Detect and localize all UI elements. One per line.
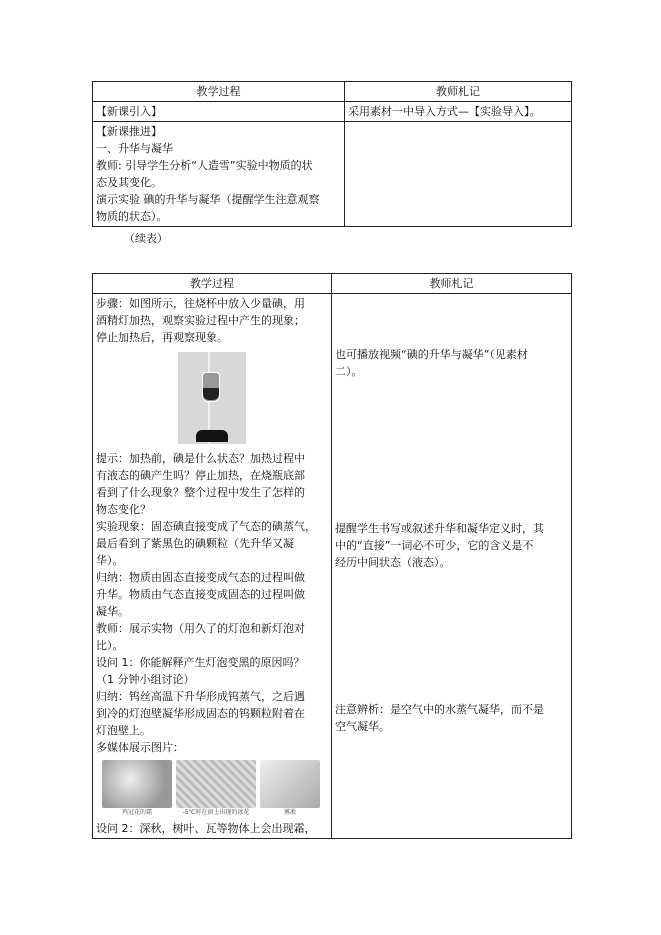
text-line: 最后看到了紫黑色的碘颗粒（先升华又凝 xyxy=(96,537,294,550)
process-cell xyxy=(93,294,332,839)
text-line: 停止加热后，再观察现象。 xyxy=(96,331,228,344)
header-process: 教学过程 xyxy=(93,274,332,294)
text-line: 教师：展示实物（用久了的灯泡和新灯泡对 xyxy=(96,622,305,635)
text-line: 升华。物质由气态直接变成固态的过程叫做 xyxy=(96,588,305,601)
text-line: 设问 2：深秋，树叶、瓦等物体上会出现霜， xyxy=(96,822,316,835)
new-lesson-intro: 【新课引入】 xyxy=(93,102,345,122)
text-line: 提示：加热前，碘是什么状态？加热过程中 xyxy=(96,452,305,465)
picture-rime xyxy=(260,760,320,818)
teaching-table-2 xyxy=(92,273,572,839)
teaching-table-1 xyxy=(92,81,572,227)
text-line: 归纳：钨丝高温下升华形成钨蒸气，之后遇 xyxy=(96,690,305,703)
text-line: 步骤：如图所示，往烧杯中放入少量碘，用 xyxy=(96,297,305,310)
new-lesson-progress xyxy=(93,122,345,227)
header-process: 教学过程 xyxy=(93,82,345,102)
header-notes: 教师札记 xyxy=(345,82,572,102)
text-line: 物态变化？ xyxy=(96,503,151,516)
text-line: 有液态的碘产生吗？停止加热，在烧瓶底部 xyxy=(96,469,305,482)
note-line: 经历中间状态（液态）。 xyxy=(335,556,451,569)
text-line: 演示实验 碘的升华与凝华（提醒学生注意观察 xyxy=(96,193,320,206)
header-notes: 教师札记 xyxy=(332,274,572,294)
text-line: 看到了什么现象？整个过程中发生了怎样的 xyxy=(96,486,305,499)
text-line: （1 分钟小组讨论） xyxy=(96,673,195,686)
text-line: 态及其变化。 xyxy=(96,176,162,189)
picture-frost xyxy=(102,760,172,818)
text-line: 【新课推进】 xyxy=(96,125,162,138)
picture-caption: 雾凇 xyxy=(283,809,296,816)
picture-window-ice xyxy=(176,760,256,818)
note-line: 也可播放视频“碘的升华与凝华”（见素材 xyxy=(335,348,528,361)
text-line: 华）。 xyxy=(96,554,124,567)
text-line: 到冷的灯泡壁凝华形成固态的钨颗粒附着在 xyxy=(96,707,305,720)
frost-pictures xyxy=(102,760,328,818)
text-line: 归纳：物质由固态直接变成气态的过程叫做 xyxy=(96,571,305,584)
intro-note: 采用素材一中导入方式—【实验导入】。 xyxy=(345,102,572,122)
note-line: 中的“直接”一词必不可少，它的含义是不 xyxy=(335,539,534,552)
empty-note-cell xyxy=(345,122,572,227)
notes-cell xyxy=(332,294,572,839)
text-line: 灯泡壁上。 xyxy=(96,724,151,737)
text-line: 教师: 引导学生分析“人造雪”实验中物质的状 xyxy=(96,159,313,172)
text-line: 物质的状态）。 xyxy=(96,210,168,223)
note-line: 二）。 xyxy=(335,365,363,378)
text-line: 凝华。 xyxy=(96,605,129,618)
note-line: 提醒学生书写或叙述升华和凝华定义时，其 xyxy=(335,522,544,535)
note-line: 注意辨析：是空气中的水蒸气凝华，而不是 xyxy=(335,703,544,716)
iodine-experiment-photo xyxy=(178,352,246,444)
text-line: 实验现象：固态碘直接变成了气态的碘蒸气， xyxy=(96,520,316,533)
text-line: 多媒体展示图片： xyxy=(96,741,184,754)
picture-caption: 鸡冠花的霜 xyxy=(121,809,152,816)
picture-caption: -5℃时在窗上出现的冰花 xyxy=(182,809,250,816)
text-line: 一、升华与凝华 xyxy=(96,142,173,155)
text-line: 酒精灯加热，观察实验过程中产生的现象； xyxy=(96,314,305,327)
text-line: 设问 1：你能解释产生灯泡变黑的原因吗？ xyxy=(96,656,305,669)
note-line: 空气凝华。 xyxy=(335,720,390,733)
text-line: 比）。 xyxy=(96,639,124,652)
continued-label: （续表） xyxy=(124,232,168,245)
